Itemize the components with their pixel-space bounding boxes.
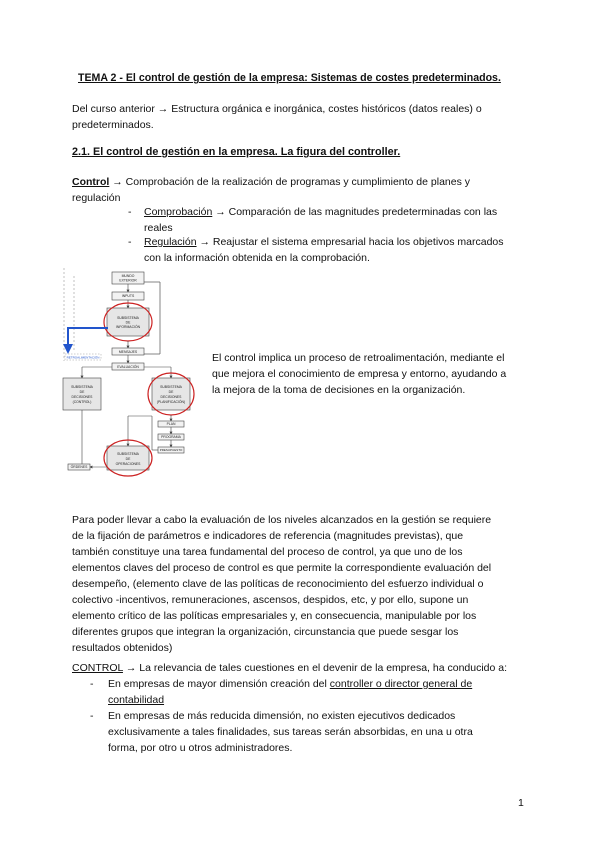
svg-text:DE: DE [168,390,174,394]
label-programa: PROGRAMA [161,435,181,440]
label-presupuesto: PRESUPUESTO [159,448,183,453]
eval-line-4: elementos claves del proceso de control es que permite la correspondiente evaluación del [72,562,492,574]
label-evaluacion: EVALUACIÓN [117,365,139,369]
page-title: TEMA 2 - El control de gestión de la empresa: Sistemas de costes predeterminados. [78,72,501,84]
control-subsystem-box [63,378,101,410]
eval-line-1: Para poder llevar a cabo la evaluación de los niveles alcanzados en la gestión se requiere [72,514,492,526]
svg-text:SUBSISTEMA: SUBSISTEMA [117,316,139,320]
control-section-term: CONTROL [72,662,123,674]
svg-text:OPERACIONES: OPERACIONES [115,462,141,466]
bullet-comprobacion [144,204,497,220]
svg-text:DE: DE [125,457,131,461]
caption-line-1: El control implica un proceso de retroalimentación, mediante el [212,352,505,364]
label-ordenes: ÓRDENES [70,465,88,470]
item-large-line2: contabilidad [108,694,165,706]
svg-text:SUBSISTEMA: SUBSISTEMA [71,385,93,389]
control-def-line1: → Comprobación de la realización de programas y cumplimiento de planes y [109,176,471,188]
planning-subsystem-box [152,378,190,410]
svg-text:DECISIONES: DECISIONES [160,395,182,399]
control-section-line [72,660,507,676]
eval-line-3: también constituye una tarea fundamental del proceso de control, ya que uno de los [72,546,463,558]
intro-line-2: predeterminados. [72,119,154,131]
item-small-line3: forma, por otro u otros administradores. [108,742,293,754]
eval-line-6: colectivo -incentivos, remuneraciones, ascensos, despidos, etc, y por ello, supone un [72,594,469,606]
comprobacion-line2: reales [144,222,173,234]
item-small-line1: En empresas de más reducida dimensión, no existen ejecutivos dedicados [108,710,456,722]
comprobacion-text: → Comparación de las magnitudes predeterminadas con las [212,206,498,218]
regulacion-text: → Reajustar el sistema empresarial hacia los objetivos marcados [196,236,504,248]
eval-line-8: diferentes grupos que integran la organización, circunstancia que puede sesgar los [72,626,459,638]
control-def-line2: regulación [72,192,121,204]
caption-line-2: que mejora el conocimiento de empresa y entorno, ayudando a [212,368,507,380]
item-large-companies [108,676,472,692]
item-small-line2: exclusivamente a tales finalidades, sus tareas serán absorbidas, en una u otra [108,726,473,738]
svg-text:DE: DE [79,390,85,394]
comprobacion-term: Comprobación [144,206,213,218]
bullet-dash: - [128,206,132,218]
control-system-diagram [60,266,210,480]
svg-text:EXTERIOR: EXTERIOR [119,278,137,283]
control-term: Control [72,176,110,188]
eval-line-5: desempeño, (elemento clave de las políticas de reconocimiento del esfuerzo individual o [72,578,484,590]
bullet-regulacion [144,234,504,250]
regulacion-term: Regulación [144,236,197,248]
intro-line-1: Del curso anterior → Estructura orgánica e inorgánica, costes históricos (datos reales) o [72,103,482,115]
caption-line-3: la mejora de la toma de decisiones en la organización. [212,384,466,396]
item-large-text: En empresas de mayor dimensión creación del [108,678,330,690]
bullet-dash: - [128,236,132,248]
control-definition [72,174,470,190]
svg-text:DECISIONES: DECISIONES [71,395,93,399]
item-dash: - [90,710,94,722]
svg-text:SUBSISTEMA: SUBSISTEMA [160,385,182,389]
page-number: 1 [518,797,524,809]
label-inputs: INPUTS [121,294,135,299]
item-large-underlined: controller o director general de [329,678,473,690]
svg-text:(PLANIFICACIÓN): (PLANIFICACIÓN) [156,400,186,404]
control-section-text: → La relevancia de tales cuestiones en el devenir de la empresa, ha conducido a: [122,662,508,674]
eval-line-9: resultados obtenidos) [72,642,173,654]
eval-line-7: elemento crítico de las políticas empresariales y, en consecuencia, manipulable por los [72,610,477,622]
label-mensajes: MENSAJES [118,350,138,354]
item-dash: - [90,678,94,690]
eval-line-2: de la fijación de parámetros e indicadores de referencia (magnitudes previstas), que [72,530,464,542]
label-plan: PLAN [166,422,176,427]
svg-text:INFORMACIÓN: INFORMACIÓN [115,325,141,329]
svg-text:DE: DE [125,320,131,325]
label-retro: RETROALIMENTACIÓN [66,355,100,360]
svg-text:(CONTROL): (CONTROL) [72,400,92,404]
regulacion-line2: con la información obtenida en la comprobación. [144,252,370,264]
label-mundo-exterior: MUNDO [121,274,135,278]
section-heading: 2.1. El control de gestión en la empresa. La figura del controller. [72,146,401,158]
svg-text:SUBSISTEMA: SUBSISTEMA [117,452,139,456]
